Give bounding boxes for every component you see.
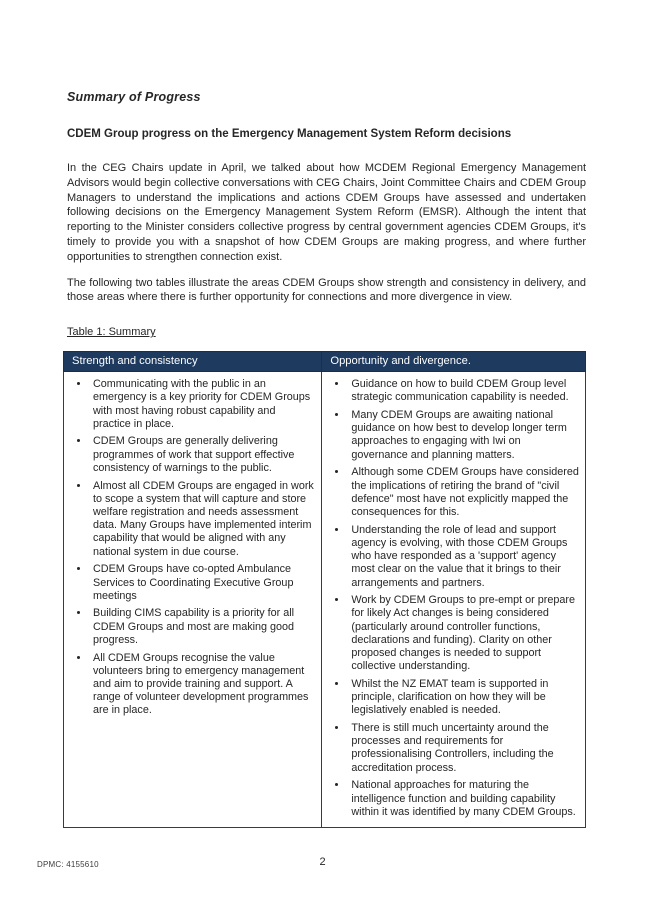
footer-document-reference: DPMC: 4155610 (37, 860, 99, 869)
bullet-item: • Communicating with the public in an emergency is a key priority for CDEM Groups with most having robust capability and practice in place. (90, 378, 315, 431)
bullet-item: • All CDEM Groups recognise the value volunteers bring to emergency management and aim to provide training and support. A range of volunteer development programmes are in place. (90, 652, 315, 718)
bullet-item: • Whilst the NZ EMAT team is supported in principle, clarification on how they will be legislatively enabled is needed. (348, 678, 579, 718)
section-heading: CDEM Group progress on the Emergency Management System Reform decisions (67, 128, 512, 140)
opportunity-bullet-list (326, 378, 579, 819)
bullet-item: • Understanding the role of lead and support agency is evolving, with those CDEM Groups who have responded as a 'support' agency most clear on the value that it brings to their arrangements and partners. (348, 524, 579, 590)
table-header-row (64, 352, 586, 372)
strength-cell (64, 372, 322, 828)
bullet-item: • CDEM Groups are generally delivering programmes of work that support effective consistency of warnings to the public. (90, 435, 315, 475)
table-body-row (64, 372, 586, 828)
column-header-strength: Strength and consistency (64, 352, 322, 372)
paragraph-tables-intro: The following two tables illustrate the areas CDEM Groups show strength and consistency in delivery, and those areas where there is further opportunity for connections and more divergence in view. (67, 276, 586, 304)
document-content (67, 90, 586, 828)
footer-page-number: 2 (319, 856, 326, 868)
summary-table (63, 351, 586, 828)
strength-bullet-list (68, 378, 315, 717)
bullet-item: • National approaches for maturing the intelligence function and building capability within it was identified by many CDEM Groups. (348, 779, 579, 819)
column-header-opportunity: Opportunity and divergence. (322, 352, 586, 372)
bullet-item: • Guidance on how to build CDEM Group level strategic communication capability is needed. (348, 378, 579, 404)
opportunity-cell (322, 372, 586, 828)
page-title: Summary of Progress (67, 90, 201, 104)
table-caption: Table 1: Summary (67, 326, 156, 339)
bullet-item: • Almost all CDEM Groups are engaged in work to scope a system that will capture and store welfare registration and needs assessment data. Many Groups have implemented interim capability that would be aligned with any national system in due course. (90, 480, 315, 559)
bullet-item: • Building CIMS capability is a priority for all CDEM Groups and most are making good progress. (90, 607, 315, 647)
paragraph-intro: In the CEG Chairs update in April, we talked about how MCDEM Regional Emergency Management Advisors would begin collective conversations with CEG Chairs, Joint Committee Chairs and CDEM Group Managers to understand the implications and actions CDEM Groups have assessed and undertaken following decisions on the Emergency Management System Reform (EMSR). Although the intent that reporting to the Minister considers collective progress by central government agencies CDEM Groups, it's timely to provide you with a snapshot of how CDEM Groups are making progress, and where further opportunities to strengthen connection exist. (67, 162, 586, 263)
bullet-item: • Although some CDEM Groups have considered the implications of retiring the brand of "civil defence" most have not explicitly mapped the consequences for this. (348, 466, 579, 519)
bullet-item: • Many CDEM Groups are awaiting national guidance on how best to develop longer term approaches to engaging with Iwi on governance and planning matters. (348, 409, 579, 462)
bullet-item: • There is still much uncertainty around the processes and requirements for professionalising Controllers, including the accreditation process. (348, 722, 579, 775)
bullet-item: • Work by CDEM Groups to pre-empt or prepare for likely Act changes is being considered (particularly around controller functions, declarations and funding). Clarity on other proposed changes is needed to support collective understanding. (348, 594, 579, 673)
bullet-item: • CDEM Groups have co-opted Ambulance Services to Coordinating Executive Group meetings (90, 563, 315, 603)
